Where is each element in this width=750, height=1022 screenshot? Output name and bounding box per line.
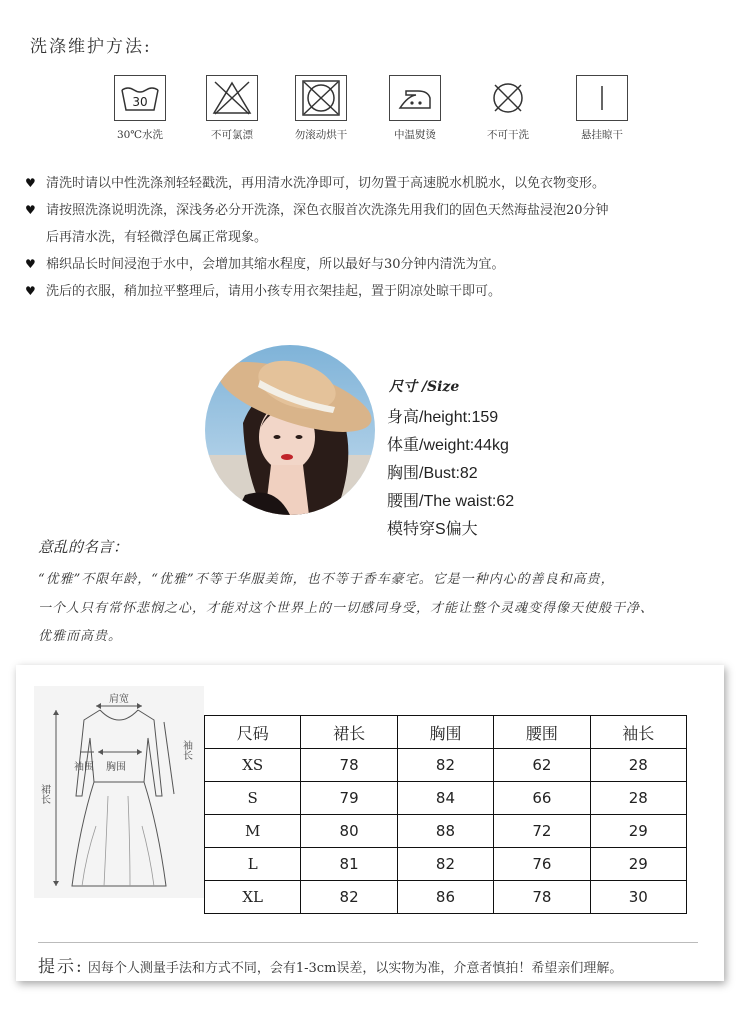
care-instructions [22, 170, 732, 305]
cell-waist: 66 [494, 782, 590, 815]
no-dry-clean-icon [482, 75, 534, 121]
cell-size: L [205, 848, 301, 881]
care-label-iron: 中温熨烫 [394, 129, 436, 141]
care-label-dryclean: 不可干洗 [487, 129, 529, 141]
table-row [205, 848, 687, 881]
iron-medium-icon [389, 75, 441, 121]
cell-bust: 86 [397, 881, 493, 914]
table-row [205, 881, 687, 914]
tip-note [38, 952, 622, 977]
care-bullet: ♥ 清洗时请以中性洗涤剂轻轻戳洗，再用清水洗净即可，切勿置于高速脱水机脱水，以免衣物变形。 [22, 170, 732, 197]
cell-sleeve: 28 [590, 782, 686, 815]
heart-icon: ♥ [25, 257, 36, 271]
heart-icon: ♥ [25, 284, 36, 298]
cell-size: M [205, 815, 301, 848]
size-table [204, 715, 687, 914]
diagram-sleeve-label: 袖长 [180, 740, 192, 760]
line-dry-icon [576, 75, 628, 121]
care-label-wash: 30℃水洗 [116, 129, 164, 141]
cell-sleeve: 29 [590, 848, 686, 881]
cell-waist: 62 [494, 749, 590, 782]
header-size: 尺码 [205, 716, 301, 749]
cell-length: 82 [301, 881, 397, 914]
cell-bust: 82 [397, 749, 493, 782]
care-label-linedry: 悬挂晾干 [581, 129, 623, 141]
wash-30-icon [114, 75, 166, 121]
cell-length: 81 [301, 848, 397, 881]
header-waist: 腰围 [494, 716, 590, 749]
tip-divider [38, 942, 698, 943]
model-photo [205, 345, 375, 515]
no-tumble-dry-icon [295, 75, 347, 121]
care-bullet: ♥ 棉织品长时间浸泡于水中，会增加其缩水程度，所以最好与30分钟内清洗为宜。 [22, 251, 732, 278]
quote-line: “优雅”不限年龄，“优雅”不等于华服美饰，也不等于香车豪宅。它是一种内心的善良和高贵， [38, 572, 615, 587]
cell-bust: 88 [397, 815, 493, 848]
care-bullet-continuation: 后再清水洗，有轻微浮色属正常现象。 [46, 230, 268, 245]
quote-line: 一个人只有常怀悲悯之心，才能对这个世界上的一切感同身受，才能让整个灵魂变得像天使般干净、 [38, 601, 655, 616]
cell-size: XL [205, 881, 301, 914]
cell-waist: 78 [494, 881, 590, 914]
no-bleach-icon [206, 75, 258, 121]
care-item-dryclean [468, 75, 548, 142]
diagram-bust-label: 胸围 [106, 762, 126, 773]
care-label-bleach: 不可氯漂 [211, 129, 253, 141]
care-icons-row [100, 75, 640, 155]
dress-measurement-diagram [34, 686, 204, 898]
cell-length: 80 [301, 815, 397, 848]
cell-sleeve: 29 [590, 815, 686, 848]
wash-temp: 30 [132, 95, 148, 109]
cell-size: XS [205, 749, 301, 782]
heart-icon: ♥ [25, 176, 36, 190]
heart-icon: ♥ [25, 203, 36, 217]
cell-waist: 72 [494, 815, 590, 848]
tip-text: 因每个人测量手法和方式不同，会有1-3cm误差，以实物为准，介意者慎拍！希望亲们理解。 [87, 961, 623, 976]
cell-length: 78 [301, 749, 397, 782]
care-item-tumble [281, 75, 361, 142]
model-size-title: 尺寸 /Size [389, 379, 460, 395]
quote-title: 意乱的名言： [38, 538, 129, 556]
care-bullet: ♥ 洗后的衣服，稍加拉平整理后，请用小孩专用衣架挂起，置于阴凉处晾干即可。 [22, 278, 732, 305]
cell-size: S [205, 782, 301, 815]
table-row [205, 749, 687, 782]
cell-length: 79 [301, 782, 397, 815]
model-bust: 胸围/Bust:82 [387, 465, 478, 482]
table-row [205, 815, 687, 848]
model-height: 身高/height:159 [387, 409, 499, 426]
cell-sleeve: 28 [590, 749, 686, 782]
care-item-iron [375, 75, 455, 142]
cell-bust: 84 [397, 782, 493, 815]
model-waist: 腰围/The waist:62 [387, 493, 515, 510]
cell-waist: 76 [494, 848, 590, 881]
diagram-shoulder-label: 肩宽 [109, 694, 129, 705]
model-fit-note: 模特穿S偏大 [387, 521, 478, 538]
header-sleeve: 袖长 [590, 716, 686, 749]
cell-bust: 82 [397, 848, 493, 881]
care-bullet: ♥ 请按照洗涤说明洗涤，深浅务必分开洗涤，深色衣服首次洗涤先用我们的固色天然海盐浸泡20分钟 [22, 197, 732, 224]
care-item-wash [100, 75, 180, 142]
diagram-length-label: 裙长 [38, 784, 50, 804]
care-item-linedry [562, 75, 642, 142]
cell-sleeve: 30 [590, 881, 686, 914]
table-header-row [205, 716, 687, 749]
care-item-bleach [192, 75, 272, 142]
tip-label: 提示: [38, 957, 84, 977]
quote-line: 优雅而高贵。 [38, 629, 123, 644]
care-title: 洗涤维护方法: [30, 37, 152, 57]
model-weight: 体重/weight:44kg [387, 437, 509, 454]
care-label-tumble: 勿滚动烘干 [294, 129, 348, 141]
header-bust: 胸围 [397, 716, 493, 749]
diagram-cuff-label: 袖围 [74, 762, 94, 773]
table-row [205, 782, 687, 815]
header-length: 裙长 [301, 716, 397, 749]
